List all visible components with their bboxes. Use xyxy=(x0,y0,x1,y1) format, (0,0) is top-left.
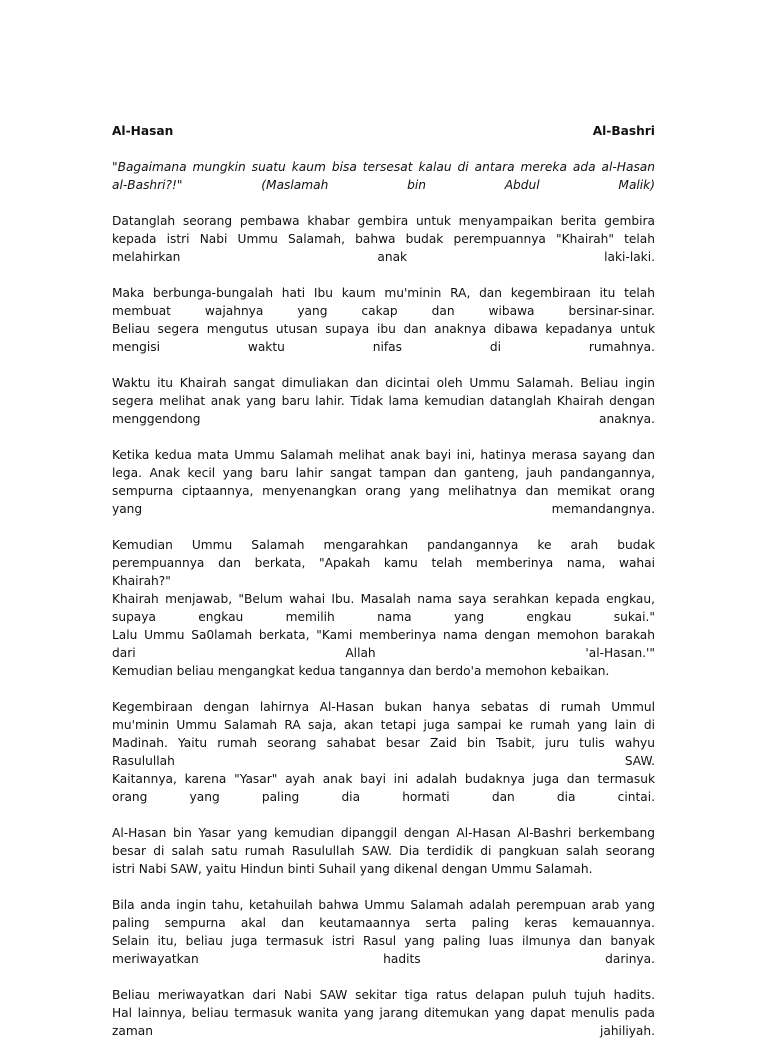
text-line: Lalu Ummu Sa0lamah berkata, "Kami memberinya nama dengan memohon barakah xyxy=(112,628,655,642)
text-line: mu'minin Ummu Salamah RA saja, akan tetapi juga sampai ke rumah yang lain di xyxy=(112,718,655,732)
text-line: meriwayatkan hadits darinya. xyxy=(112,952,655,966)
text-line: Maka berbunga-bungalah hati Ibu kaum mu'minin RA, dan kegembiraan itu telah xyxy=(112,286,655,300)
text-line: mengisi waktu nifas di rumahnya. xyxy=(112,340,655,354)
text-line: Khairah menjawab, "Belum wahai Ibu. Masalah nama saya serahkan kepada engkau, xyxy=(112,592,655,606)
document-body xyxy=(112,212,655,1040)
text-line: Madinah. Yaitu rumah seorang sahabat besar Zaid bin Tsabit, juru tulis wahyu xyxy=(112,736,655,750)
paragraph xyxy=(112,986,655,1040)
text-line: orang yang paling dia hormati dan dia cintai. xyxy=(112,790,655,804)
text-line: Selain itu, beliau juga termasuk istri Rasul yang paling luas ilmunya dan banyak xyxy=(112,934,655,948)
paragraph xyxy=(112,374,655,428)
document-page xyxy=(112,122,655,1058)
text-line: Kegembiraan dengan lahirnya Al-Hasan bukan hanya sebatas di rumah Ummul xyxy=(112,700,655,714)
text-line: Ketika kedua mata Ummu Salamah melihat anak bayi ini, hatinya merasa sayang dan xyxy=(112,448,655,462)
text-line: Kemudian beliau mengangkat kedua tangannya dan berdo'a memohon kebaikan. xyxy=(112,664,610,678)
text-line: paling sempurna akal dan keutamaannya serta paling keras kemauannya. xyxy=(112,916,655,930)
text-line: Kaitannya, karena "Yasar" ayah anak bayi ini adalah budaknya juga dan termasuk xyxy=(112,772,655,786)
text-line: Khairah?" xyxy=(112,574,171,588)
text-line: lega. Anak kecil yang baru lahir sangat tampan dan ganteng, jauh pandangannya, xyxy=(112,466,655,480)
text-line: Beliau meriwayatkan dari Nabi SAW sekitar tiga ratus delapan puluh tujuh hadits. xyxy=(112,988,655,1002)
text-line: Hal lainnya, beliau termasuk wanita yang jarang ditemukan yang dapat menulis pada xyxy=(112,1006,655,1020)
paragraph xyxy=(112,896,655,968)
text-line: Waktu itu Khairah sangat dimuliakan dan dicintai oleh Ummu Salamah. Beliau ingin xyxy=(112,376,655,390)
text-line: besar di salah satu rumah Rasulullah SAW. Dia terdidik di pangkuan salah seorang xyxy=(112,844,655,858)
text-line: menggendong anaknya. xyxy=(112,412,655,426)
text-line: melahirkan anak laki-laki. xyxy=(112,250,655,264)
title-right: Al-Bashri xyxy=(592,124,655,138)
text-line: Al-Hasan bin Yasar yang kemudian dipanggil dengan Al-Hasan Al-Bashri berkembang xyxy=(112,826,655,840)
text-line: al-Bashri?!" (Maslamah bin Abdul Malik) xyxy=(112,178,655,192)
text-line: Beliau segera mengutus utusan supaya ibu dan anaknya dibawa kepadanya untuk xyxy=(112,322,655,336)
text-line: segera melihat anak yang baru lahir. Tidak lama kemudian datanglah Khairah dengan xyxy=(112,394,655,408)
text-line: Datanglah seorang pembawa khabar gembira untuk menyampaikan berita gembira xyxy=(112,214,655,228)
text-line: dari Allah 'al-Hasan.'" xyxy=(112,646,655,660)
paragraph xyxy=(112,284,655,356)
opening-quote xyxy=(112,158,655,194)
text-line: Kemudian Ummu Salamah mengarahkan pandangannya ke arah budak xyxy=(112,538,655,552)
paragraph xyxy=(112,446,655,518)
paragraph xyxy=(112,536,655,680)
text-line: zaman jahiliyah. xyxy=(112,1024,655,1038)
paragraph xyxy=(112,212,655,266)
text-line: supaya engkau memilih nama yang engkau sukai." xyxy=(112,610,655,624)
title-row xyxy=(112,122,655,140)
text-line: Bila anda ingin tahu, ketahuilah bahwa Ummu Salamah adalah perempuan arab yang xyxy=(112,898,655,912)
text-line: Rasulullah SAW. xyxy=(112,754,655,768)
text-line: istri Nabi SAW, yaitu Hindun binti Suhail yang dikenal dengan Ummu Salamah. xyxy=(112,862,593,876)
text-line: "Bagaimana mungkin suatu kaum bisa tersesat kalau di antara mereka ada al-Hasan xyxy=(112,160,655,174)
title-left: Al-Hasan xyxy=(112,124,174,138)
text-line: sempurna ciptaannya, menyenangkan orang yang melihatnya dan memikat orang xyxy=(112,484,655,498)
text-line: perempuannya dan berkata, "Apakah kamu telah memberinya nama, wahai xyxy=(112,556,655,570)
text-line: membuat wajahnya yang cakap dan wibawa bersinar-sinar. xyxy=(112,304,655,318)
text-line: yang memandangnya. xyxy=(112,502,655,516)
paragraph xyxy=(112,698,655,806)
text-line: kepada istri Nabi Ummu Salamah, bahwa budak perempuannya "Khairah" telah xyxy=(112,232,655,246)
paragraph xyxy=(112,824,655,878)
